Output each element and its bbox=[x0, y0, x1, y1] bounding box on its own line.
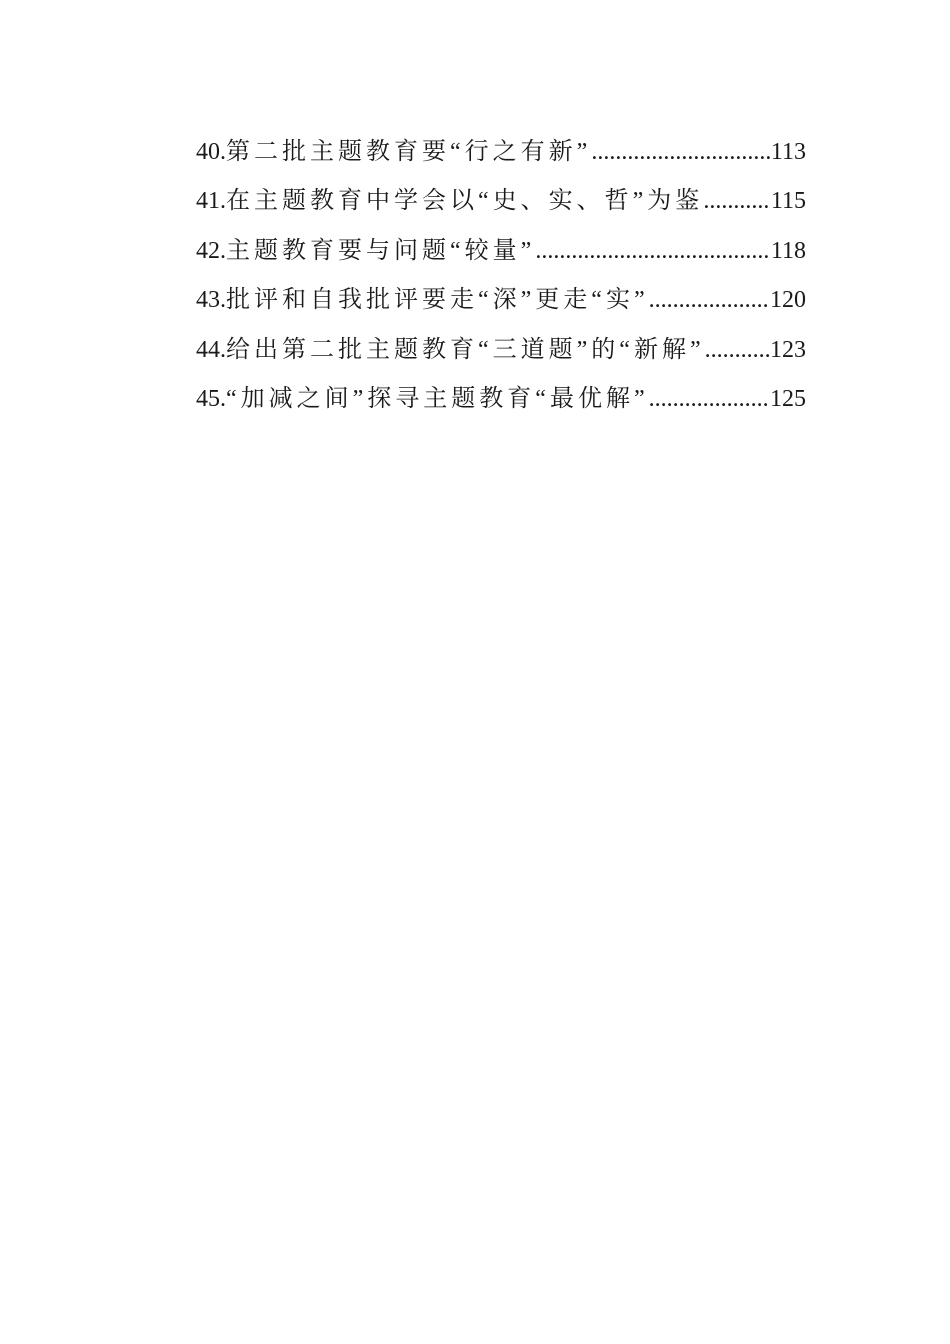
entry-page-number: 113 bbox=[770, 139, 806, 165]
toc-entry-41[interactable] bbox=[196, 177, 806, 226]
entry-number: 40. bbox=[196, 139, 226, 165]
entry-page-number: 115 bbox=[770, 188, 806, 215]
entry-page-number: 125 bbox=[770, 385, 806, 412]
dot-leader bbox=[649, 276, 770, 325]
entry-title: 在主题教育中学会以“史、实、哲”为鉴 bbox=[226, 188, 704, 215]
toc-entry-43[interactable] bbox=[196, 276, 806, 325]
entry-title: 主题教育要与问题“较量” bbox=[226, 237, 536, 264]
entry-title: 第二批主题教育要“行之有新” bbox=[226, 139, 592, 165]
dot-leader bbox=[535, 227, 771, 276]
entry-page-number: 118 bbox=[770, 237, 806, 264]
dot-leader bbox=[705, 326, 770, 375]
dot-leader bbox=[649, 375, 770, 424]
entry-title: 批评和自我批评要走“深”更走“实” bbox=[226, 287, 649, 314]
dot-leader bbox=[591, 128, 771, 177]
entry-number: 44. bbox=[196, 336, 226, 363]
entry-page-number: 123 bbox=[770, 336, 806, 363]
entry-title: “加减之间”探寻主题教育“最优解” bbox=[226, 385, 649, 412]
entry-page-number: 120 bbox=[770, 287, 806, 314]
table-of-contents bbox=[196, 128, 806, 424]
toc-entry-44[interactable] bbox=[196, 326, 806, 375]
toc-entry-45[interactable] bbox=[196, 375, 806, 424]
entry-title: 给出第二批主题教育“三道题”的“新解” bbox=[226, 336, 705, 363]
entry-number: 43. bbox=[196, 287, 226, 314]
entry-number: 45. bbox=[196, 385, 226, 412]
toc-entry-42[interactable] bbox=[196, 227, 806, 276]
toc-entry-40[interactable] bbox=[196, 128, 806, 177]
entry-number: 41. bbox=[196, 188, 226, 215]
entry-number: 42. bbox=[196, 237, 226, 264]
dot-leader bbox=[703, 177, 771, 226]
